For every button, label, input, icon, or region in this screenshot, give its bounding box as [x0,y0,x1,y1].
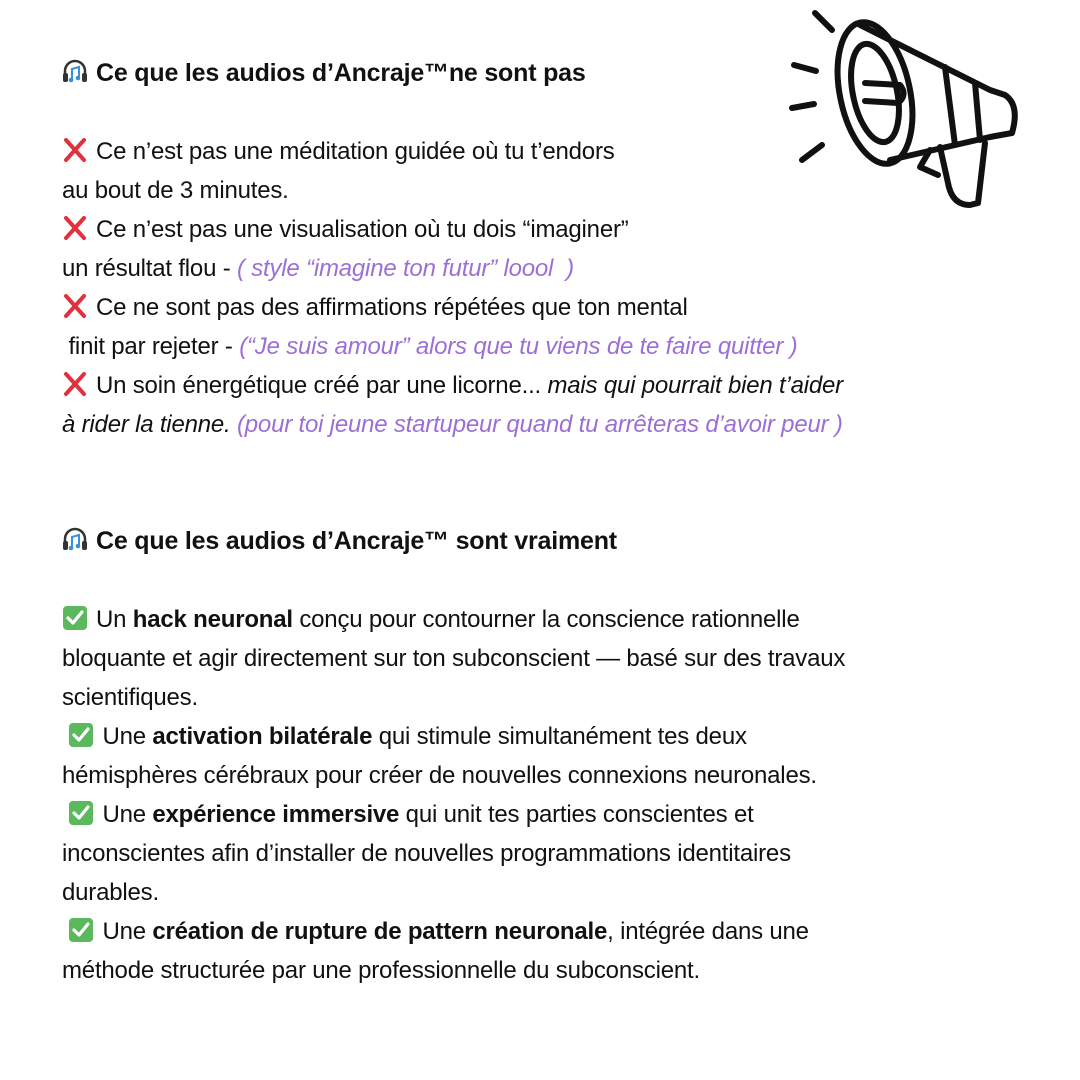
text-line [62,951,700,990]
body-text: Ce ne sont pas des affirmations répétées que ton mental [96,294,688,321]
text-line [62,210,629,249]
purple-aside-text: (“Je suis amour” alors que tu viens de te faire quitter ) [239,333,798,360]
text-line [62,366,843,405]
italic-text: mais qui pourrait bien t’aider [547,372,843,399]
body-text: qui stimule simultanément tes deux [372,723,747,750]
text-line [62,405,843,444]
body-text: Une [102,918,153,945]
check-mark-icon [68,721,94,747]
body-text: un résultat flou - [62,255,237,282]
bold-text: création de rupture de pattern neuronale [152,918,608,945]
body-text: Une [102,723,153,750]
body-text: finit par rejeter - [62,333,240,360]
cross-mark-icon [62,214,88,240]
italic-text: à rider la tienne. [62,411,237,438]
body-text: bloquante et agir directement sur ton subconscient — basé sur des travaux [62,645,846,672]
body-text: conçu pour contourner la conscience rationnelle [292,606,800,633]
cross-mark-icon [62,292,88,318]
text-line [62,249,574,288]
check-mark-icon [68,799,94,825]
body-text: Un [96,606,133,633]
text-line [62,873,159,912]
text-line [62,327,797,366]
body-text: scientifiques. [62,684,198,711]
text-line [62,288,688,327]
bold-text: hack neuronal [132,606,293,633]
cross-mark-icon [62,370,88,396]
body-text: au bout de 3 minutes. [62,177,289,204]
body-text: , intégrée dans une [607,918,809,945]
check-mark-icon [68,916,94,942]
purple-aside-text: (pour toi jeune startupeur quand tu arrêteras d’avoir peur ) [236,411,843,438]
text-line [62,171,289,210]
purple-aside-text: ( style “imagine ton futur” loool ) [236,255,574,282]
megaphone-icon [780,5,1030,215]
section-heading-text: Ce que les audios d’Ancraje™ne sont pas [96,59,586,87]
text-line [62,132,615,171]
body-text: durables. [62,879,159,906]
bold-text: expérience immersive [152,801,400,828]
text-line [62,717,747,756]
body-text: Un soin énergétique créé par une licorne... [96,372,548,399]
text-line [62,912,809,951]
bold-text: activation bilatérale [152,723,373,750]
text-line [62,834,791,873]
text-line [62,795,754,834]
section-heading [62,54,586,93]
text-line [62,678,198,717]
headphones-icon [62,526,88,552]
body-text: Une [102,801,153,828]
cross-mark-icon [62,136,88,162]
text-line [62,639,845,678]
text-line [62,600,800,639]
body-text: Ce n’est pas une méditation guidée où tu t’endors [96,138,615,165]
body-text: qui unit tes parties conscientes et [399,801,754,828]
headphones-icon [62,58,88,84]
section-heading-text: Ce que les audios d’Ancraje™ sont vraiment [96,527,617,555]
body-text: inconscientes afin d’installer de nouvelles programmations identitaires [62,840,791,867]
body-text: méthode structurée par une professionnelle du subconscient. [62,957,700,984]
check-mark-icon [62,604,88,630]
text-line [62,756,817,795]
body-text: hémisphères cérébraux pour créer de nouvelles connexions neuronales. [62,762,817,789]
section-heading [62,522,617,561]
body-text: Ce n’est pas une visualisation où tu dois “imaginer” [96,216,629,243]
